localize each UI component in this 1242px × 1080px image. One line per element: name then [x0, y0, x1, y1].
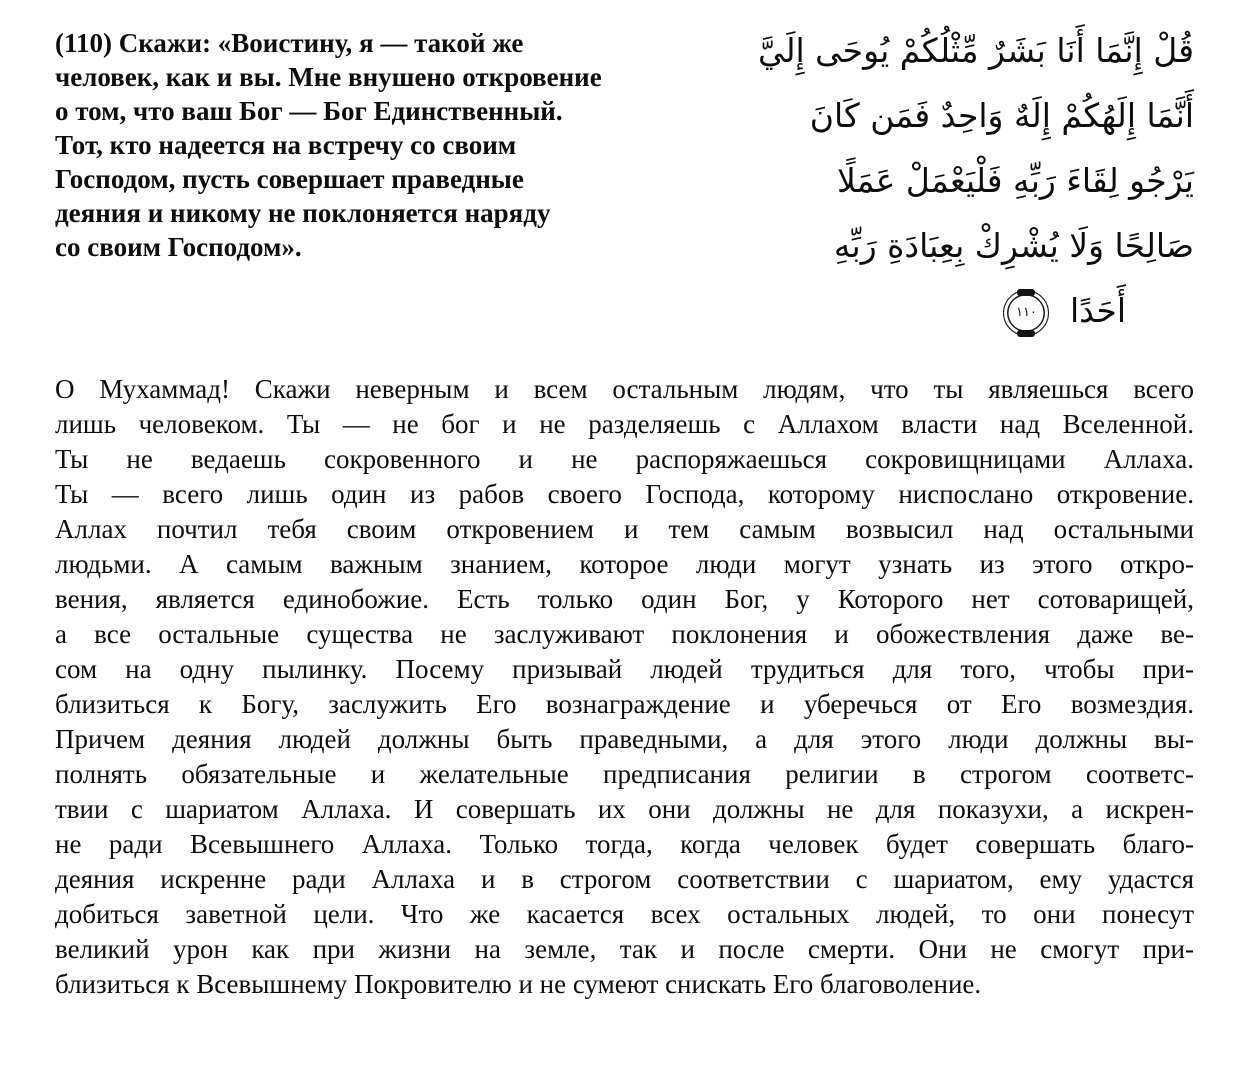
verse-section — [55, 18, 1194, 360]
text-line: близиться к Богу, заслужить Его вознаграждение и уберечься от Его возмездия. — [55, 689, 1194, 719]
ayah-number: ١١٠ — [1015, 304, 1037, 320]
arabic-last-line — [683, 278, 1194, 343]
text-line: полнять обязательные и желательные предписания религии в строгом соответс- — [55, 759, 1194, 789]
commentary-paragraph — [55, 372, 1194, 1002]
text-line: деяния искренне ради Аллаха и в строгом соответствии с шариатом, ему удастся — [55, 864, 1194, 894]
text-line: близиться к Всевышнему Покровителю и не сумеют снискать Его благоволение. — [55, 969, 982, 999]
text-line: (110) Скажи: «Воистину, я — такой же — [55, 28, 524, 58]
text-line: о том, что ваш Бог — Бог Единственный. — [55, 96, 563, 126]
text-line: Аллах почтил тебя своим откровением и тем самым возвысил над остальными — [55, 514, 1194, 544]
text-line: деяния и никому не поклоняется наряду — [55, 198, 551, 228]
text-line: сом на одну пылинку. Посему призывай людей трудиться для того, чтобы при- — [55, 654, 1194, 684]
text-line: со своим Господом». — [55, 232, 302, 262]
arabic-text-lines — [683, 18, 1194, 278]
text-line: أَنَّمَا إِلَهُكُمْ إِلَهٌ وَاحِدٌ فَمَن كَانَ — [809, 96, 1194, 135]
text-line: О Мухаммад! Скажи неверным и всем остальным людям, что ты являешься всего — [55, 374, 1194, 404]
text-line: قُلْ إِنَّمَا أَنَا بَشَرٌ مِّثْلُكُمْ يُوحَى إِلَيَّ — [757, 31, 1194, 70]
text-line: Ты не ведаешь сокровенного и не распоряжаешься сокровищницами Аллаха. — [55, 444, 1194, 474]
text-line: людьми. А самым важным знанием, которое люди могут узнать из этого откро- — [55, 549, 1194, 579]
text-line: Тот, кто надеется на встречу со своим — [55, 130, 517, 160]
text-line: Господом, пусть совершает праведные — [55, 164, 524, 194]
text-line: твии с шариатом Аллаха. И совершать их они должны не для показухи, а искрен- — [55, 794, 1194, 824]
text-line: вения, является единобожие. Есть только один Бог, у Которого нет сотоварищей, — [55, 584, 1194, 614]
verse-translation-russian — [55, 18, 683, 264]
text-line: يَرْجُو لِقَاءَ رَبِّهِ فَلْيَعْمَلْ عَمَلًا — [836, 161, 1194, 200]
text-line: не ради Всевышнего Аллаха. Только тогда, когда человек будет совершать благо- — [55, 829, 1194, 859]
text-line: лишь человеком. Ты — не бог и не разделяешь с Аллахом власти над Вселенной. — [55, 409, 1194, 439]
text-line: а все остальные существа не заслуживают поклонения и обожествления даже ве- — [55, 619, 1194, 649]
text-line: великий урон как при жизни на земле, так и после смерти. Они не смогут при- — [55, 934, 1194, 964]
text-line: добиться заветной цели. Что же касается всех остальных людей, то они понесут — [55, 899, 1194, 929]
ayah-end-marker-icon — [1003, 290, 1049, 336]
text-line: صَالِحًا وَلَا يُشْرِكْ بِعِبَادَةِ رَبِّهِ — [833, 226, 1194, 265]
arabic-last-word: أَحَدًا — [1069, 291, 1126, 330]
verse-arabic — [683, 18, 1194, 343]
text-line: Причем деяния людей должны быть праведными, а для этого люди должны вы- — [55, 724, 1194, 754]
text-line: Ты — всего лишь один из рабов своего Господа, которому ниспослано откровение. — [55, 479, 1194, 509]
text-line: человек, как и вы. Мне внушено откровение — [55, 62, 602, 92]
